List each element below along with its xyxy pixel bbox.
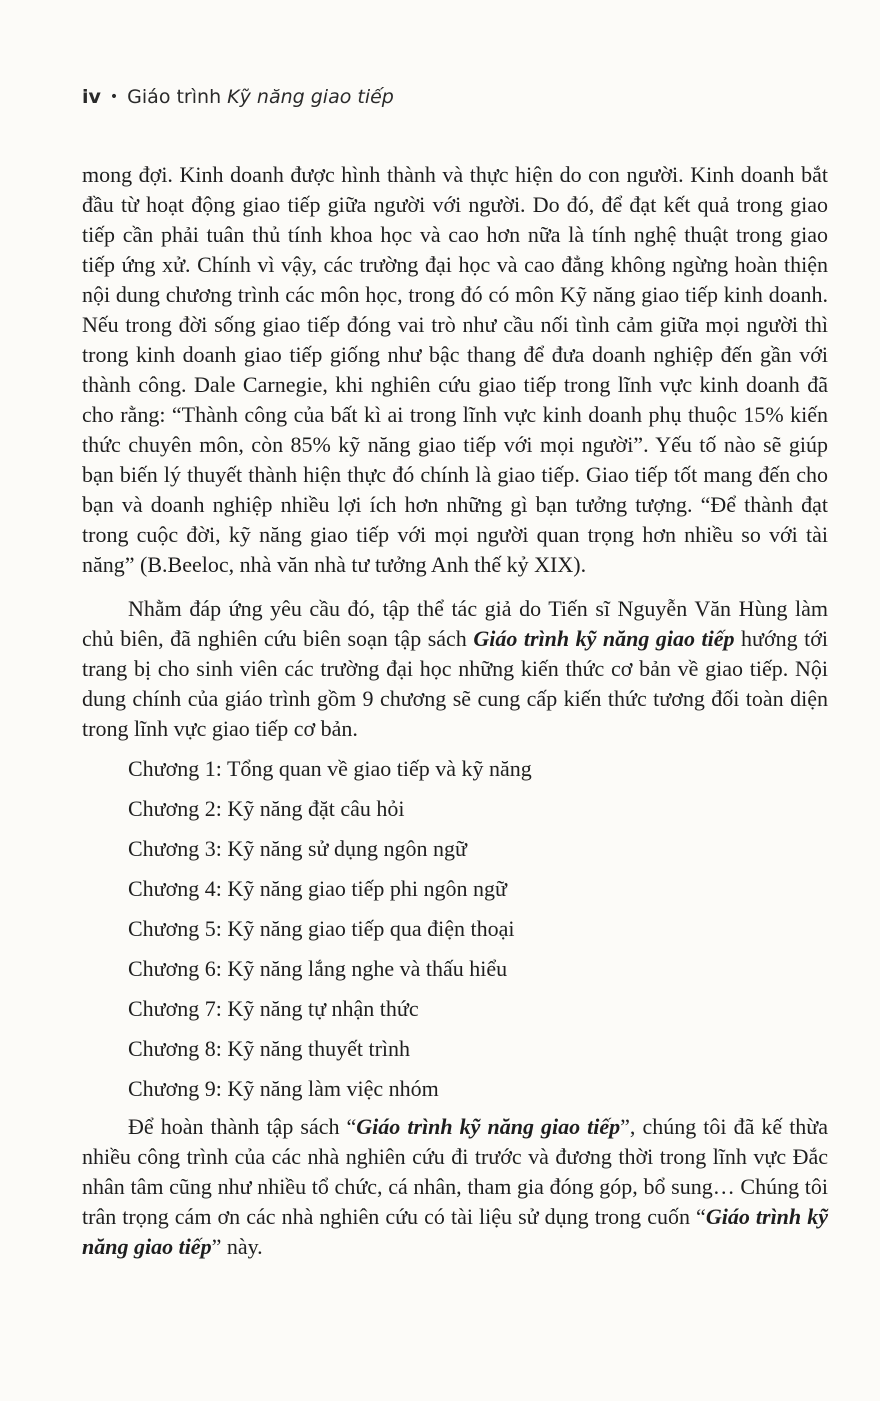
- chapter-item: Chương 8: Kỹ năng thuyết trình: [128, 1036, 411, 1061]
- header-separator: •: [109, 89, 119, 105]
- header-book-prefix: Giáo trình: [127, 86, 222, 108]
- paragraph-authors-text-1: Nhằm đáp ứng yêu cầu đó, tập thể tác giả do Tiến sĩ Nguyễn Văn Hùng làm chủ biên, đã nghiên cứu biên soạn tập sách: [82, 596, 828, 651]
- chapter-item: Chương 7: Kỹ năng tự nhận thức: [128, 996, 419, 1021]
- page-body: [82, 160, 828, 1262]
- paragraph-ack-text-3: ” này.: [211, 1234, 263, 1259]
- chapter-item: Chương 5: Kỹ năng giao tiếp qua điện thoại: [128, 916, 515, 941]
- header-book-title: Kỹ năng giao tiếp: [227, 86, 394, 108]
- chapter-list: [82, 754, 828, 1104]
- paragraph-ack-text-1: Để hoàn thành tập sách “: [128, 1114, 357, 1139]
- paragraph-authors: [82, 594, 828, 744]
- chapter-item: Chương 6: Kỹ năng lắng nghe và thấu hiểu: [128, 956, 508, 981]
- book-title-emphasis: Giáo trình kỹ năng giao tiếp: [82, 1204, 828, 1259]
- chapter-item: Chương 3: Kỹ năng sử dụng ngôn ngữ: [128, 836, 467, 861]
- paragraph-continuation: mong đợi. Kinh doanh được hình thành và thực hiện do con người. Kinh doanh bắt đầu từ hoạt động giao tiếp giữa người với người. Do đó, để đạt kết quả trong giao tiếp cần phải tuân thủ tính khoa học và cao hơn nữa là tính nghệ thuật trong giao tiếp ứng xử. Chính vì vậy, các trường đại học và cao đẳng không ngừng hoàn thiện nội dung chương trình các môn học, trong đó có môn Kỹ năng giao tiếp kinh doanh. Nếu trong đời sống giao tiếp đóng vai trò như cầu nối tình cảm giữa mọi người thì trong kinh doanh giao tiếp giống như bậc thang để đưa doanh nghiệp đến gần với thành công. Dale Carnegie, khi nghiên cứu giao tiếp trong lĩnh vực kinh doanh đã cho rằng: “Thành công của bất kì ai trong lĩnh vực kinh doanh phụ thuộc 15% kiến thức chuyên môn, còn 85% kỹ năng giao tiếp với mọi người”. Yếu tố nào sẽ giúp bạn biến lý thuyết thành hiện thực đó chính là giao tiếp. Giao tiếp tốt mang đến cho bạn và doanh nghiệp nhiều lợi ích hơn những gì bạn tưởng tượng. “Để thành đạt trong cuộc đời, kỹ năng giao tiếp với mọi người quan trọng hơn nhiều so với tài năng” (B.Beeloc, nhà văn nhà tư tưởng Anh thế kỷ XIX).: [82, 162, 828, 577]
- chapter-item: Chương 4: Kỹ năng giao tiếp phi ngôn ngữ: [128, 876, 507, 901]
- page-number: iv: [82, 86, 101, 108]
- chapter-item: Chương 2: Kỹ năng đặt câu hỏi: [128, 796, 405, 821]
- running-header: [82, 86, 394, 108]
- paragraph-authors-text-2: hướng tới trang bị cho sinh viên các trường đại học những kiến thức cơ bản về giao tiếp. Nội dung chính của giáo trình gồm 9 chương sẽ cung cấp kiến thức tương đối toàn diện trong lĩnh vực giao tiếp cơ bản.: [82, 626, 828, 741]
- paragraph-ack-text-2: ”, chúng tôi đã kế thừa nhiều công trình của các nhà nghiên cứu đi trước và đương thời trong lĩnh vực Đắc nhân tâm cũng như nhiều tổ chức, cá nhân, tham gia đóng góp, bổ sung… Chúng tôi trân trọng cám ơn các nhà nghiên cứu có tài liệu sử dụng trong cuốn “: [82, 1114, 829, 1229]
- book-title-emphasis: Giáo trình kỹ năng giao tiếp: [356, 1114, 621, 1139]
- book-title-emphasis: Giáo trình kỹ năng giao tiếp: [473, 626, 735, 651]
- paragraph-acknowledgement: [82, 1112, 828, 1262]
- chapter-item: Chương 9: Kỹ năng làm việc nhóm: [128, 1076, 439, 1101]
- chapter-item: Chương 1: Tổng quan về giao tiếp và kỹ năng: [128, 756, 532, 781]
